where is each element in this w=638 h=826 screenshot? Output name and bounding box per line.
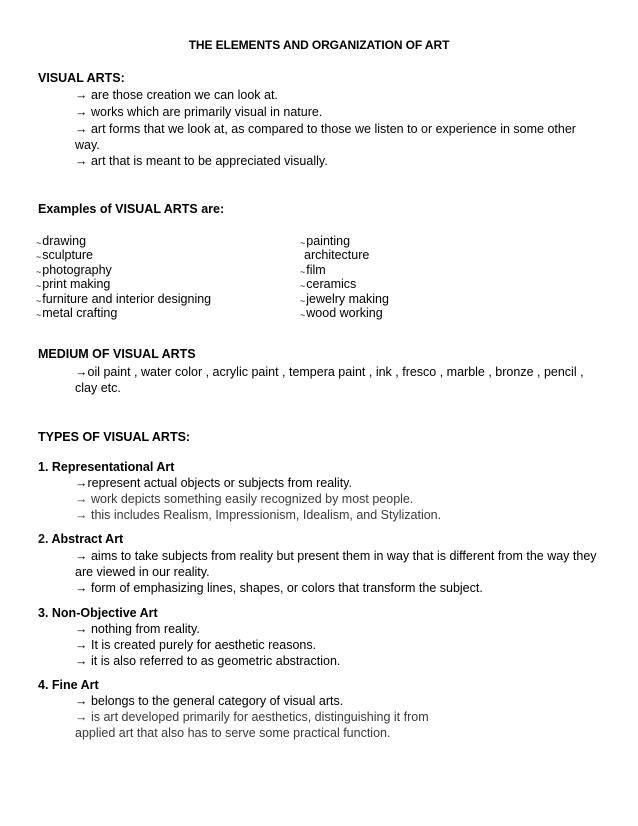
type-4-line-1: → belongs to the general category of visual arts. [75, 694, 344, 708]
tilde-bullet: ~ [300, 267, 306, 277]
tilde-bullet: ~ [36, 267, 42, 277]
tilde-bullet: ~ [36, 238, 42, 248]
type-4-line-2: → is art developed primarily for aesthetics, distinguishing it from [75, 710, 429, 724]
type-1-line-1: →represent actual objects or subjects from reality. [75, 476, 352, 490]
medium-text: →oil paint , water color , acrylic paint , tempera paint , ink , fresco , marble , bronze , pencil , clay etc. [75, 365, 584, 395]
tilde-bullet: ~ [36, 310, 42, 320]
tilde-bullet: ~ [300, 310, 306, 320]
type-3-line-1: → nothing from reality. [75, 622, 200, 636]
tilde-bullet: ~ [36, 252, 42, 262]
type-2-number: 2. [38, 532, 49, 546]
type-1-heading: 1. Representational Art [38, 460, 175, 474]
example-item: ~film [300, 263, 326, 277]
medium-heading: MEDIUM OF VISUAL ARTS [38, 347, 196, 361]
type-2-heading: 2. Abstract Art [38, 532, 124, 546]
example-item: ~print making [36, 277, 111, 291]
example-item: ~furniture and interior designing [36, 292, 212, 306]
type-2-line-1: → aims to take subjects from reality but present them in way that is different from the way they are viewed in our reality. [75, 549, 597, 579]
example-item: ~drawing [36, 234, 87, 248]
example-item: ~wood working [300, 306, 383, 320]
visual-arts-line-2: → works which are primarily visual in nature. [75, 105, 323, 119]
type-4-heading: 4. Fine Art [38, 678, 99, 692]
example-item: ~photography [36, 263, 112, 277]
tilde-bullet: ~ [36, 296, 42, 306]
type-3-line-3: → it is also referred to as geometric abstraction. [75, 654, 341, 668]
example-item: architecture [304, 248, 370, 262]
example-item: ~jewelry making [300, 292, 389, 306]
example-item: ~sculpture [36, 248, 93, 262]
example-item: ~painting [300, 234, 351, 248]
type-3-heading: 3. Non-Objective Art [38, 606, 158, 620]
tilde-bullet: ~ [300, 238, 306, 248]
visual-arts-line-1: → are those creation we can look at. [75, 88, 278, 102]
examples-heading: Examples of VISUAL ARTS are: [38, 202, 225, 216]
type-2-line-2: → form of emphasizing lines, shapes, or colors that transform the subject. [75, 581, 483, 595]
type-1-line-3: → this includes Realism, Impressionism, Idealism, and Stylization. [75, 508, 442, 522]
visual-arts-line-3: → art forms that we look at, as compared to those we listen to or experience in some other way. [75, 122, 576, 152]
type-3-line-2: → It is created purely for aesthetic reasons. [75, 638, 317, 652]
type-4-line-3: applied art that also has to serve some practical function. [75, 726, 391, 740]
type-1-line-2: → work depicts something easily recognized by most people. [75, 492, 414, 506]
tilde-bullet: ~ [36, 281, 42, 291]
example-item: ~metal crafting [36, 306, 118, 320]
document-title: THE ELEMENTS AND ORGANIZATION OF ART [188, 38, 450, 52]
example-item: ~ceramics [300, 277, 357, 291]
visual-arts-line-4: → art that is meant to be appreciated visually. [75, 154, 328, 168]
types-heading: TYPES OF VISUAL ARTS: [38, 430, 191, 444]
visual-arts-heading: VISUAL ARTS: [38, 71, 125, 85]
tilde-bullet: ~ [300, 296, 306, 306]
tilde-bullet: ~ [300, 281, 306, 291]
